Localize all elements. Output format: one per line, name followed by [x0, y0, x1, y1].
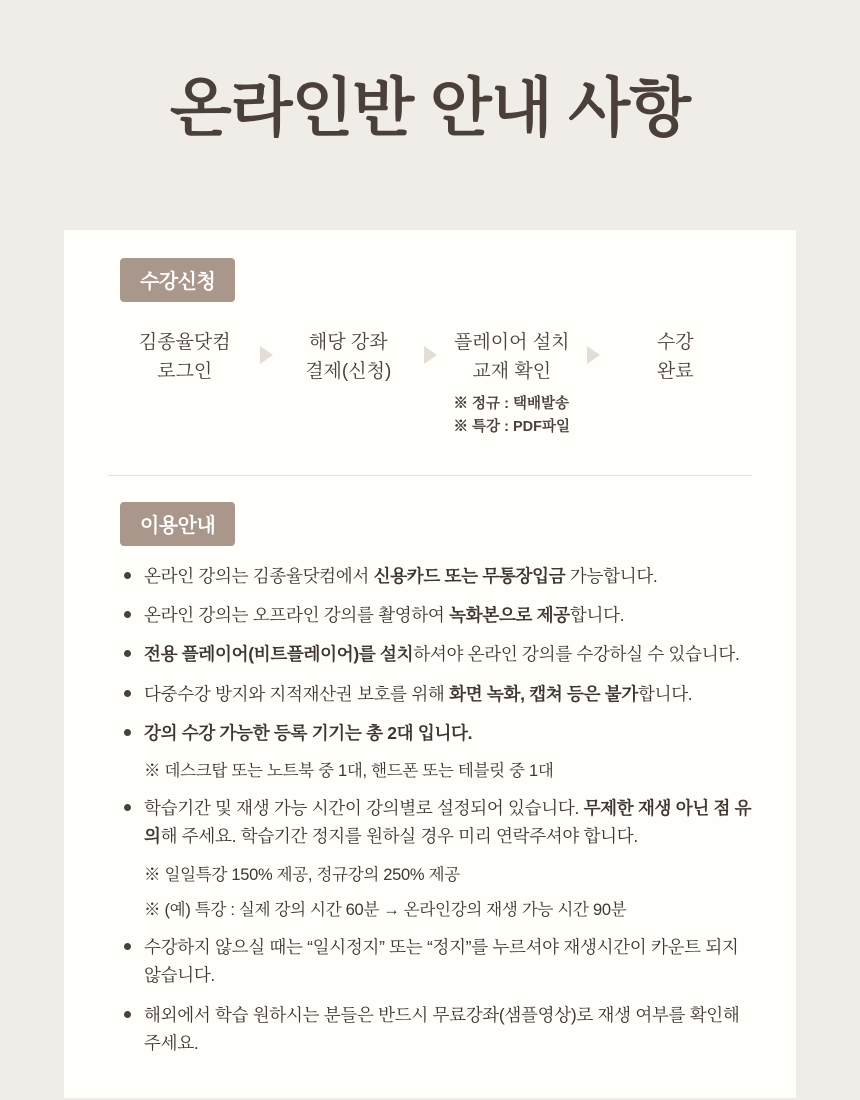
- flow-step-note: ※ 정규 : 택배발송: [453, 395, 569, 412]
- flow-step: [280, 328, 418, 387]
- guide-section-header: [120, 502, 762, 546]
- plain-text: 온라인 강의는 오프라인 강의를 촬영하여: [144, 604, 450, 625]
- enrollment-flow: [116, 328, 744, 441]
- enroll-section-header: [120, 258, 762, 302]
- flow-step-line1: 플레이어 설치: [454, 332, 570, 353]
- emphasis-text: 신용카드 또는 무통장입금: [373, 565, 566, 586]
- plain-text: 수강하지 않으실 때는 “일시정지” 또는 “정지”를 누르셔야 재생시간이 카운트 되지 않습니다.: [144, 937, 739, 986]
- guide-list-item: [124, 1001, 754, 1058]
- emphasis-text: 강의 수강 가능한 등록 기기는 총 2대 입니다.: [144, 722, 473, 743]
- emphasis-text: 무제한 재생 아닌 점 유의: [144, 797, 752, 847]
- plain-text: 온라인 강의는 김종율닷컴에서: [144, 565, 374, 586]
- flow-step: [607, 328, 745, 387]
- emphasis-text: 녹화본으로 제공: [449, 604, 570, 625]
- plain-text: ※ (예) 특강 : 실제 강의 시간 60분 → 온라인강의 재생 가능 시간 90분: [144, 901, 627, 920]
- triangle-right-icon: [581, 346, 607, 364]
- flow-step-notes: [454, 393, 570, 439]
- guide-sub-note: [124, 758, 754, 785]
- plain-text: 합니다.: [637, 683, 693, 704]
- triangle-right-icon: [417, 346, 443, 364]
- guide-list-item: [124, 794, 754, 851]
- guide-list-item: [124, 562, 754, 590]
- flow-step-line1: 김종율닷컴: [138, 332, 231, 353]
- emphasis-text: 전용 플레이어(비트플레이어)를 설치: [144, 644, 414, 665]
- plain-text: 하셔야 온라인 강의를 수강하실 수 있습니다.: [413, 644, 740, 665]
- guide-sub-note: [124, 862, 754, 889]
- flow-step-line2: 로그인: [157, 361, 213, 383]
- guide-list-item: [124, 680, 754, 708]
- flow-step-note: ※ 특강 : PDF파일: [453, 419, 570, 436]
- triangle-right-icon: [254, 346, 280, 364]
- flow-step: [443, 328, 581, 441]
- plain-text: 가능합니다.: [565, 565, 658, 586]
- flow-step-line2: 교재 확인: [472, 361, 552, 383]
- enroll-section-tag: 수강신청: [120, 258, 235, 302]
- page-title: 온라인반 안내 사항: [169, 72, 691, 144]
- plain-text: 합니다.: [569, 604, 625, 625]
- guide-section-tag: 이용안내: [120, 502, 235, 546]
- plain-text: ※ 일일특강 150% 제공, 정규강의 250% 제공: [144, 865, 460, 884]
- flow-step-line2: 결제(신청): [305, 361, 392, 383]
- plain-text: ※ 데스크탑 또는 노트북 중 1대, 핸드폰 또는 테블릿 중 1대: [144, 762, 554, 781]
- guide-list-item: [124, 719, 754, 747]
- guide-sub-note: [124, 897, 754, 924]
- plain-text: 해 주세요. 학습기간 정지를 원하실 경우 미리 연락주셔야 합니다.: [160, 826, 638, 847]
- guide-list-item: [124, 601, 754, 629]
- plain-text: 학습기간 및 재생 가능 시간이 강의별로 설정되어 있습니다.: [144, 797, 584, 818]
- flow-step-line1: 해당 강좌: [308, 332, 388, 353]
- guide-list-item: [124, 933, 754, 990]
- emphasis-text: 화면 녹화, 캡쳐 등은 불가: [449, 683, 638, 704]
- flow-step-line1: 수강: [656, 332, 694, 353]
- notice-card: [64, 230, 796, 1098]
- plain-text: 다중수강 방지와 지적재산권 보호를 위해: [144, 683, 450, 704]
- section-divider: [108, 475, 752, 476]
- guide-list: [98, 562, 762, 1058]
- flow-step: [116, 328, 254, 387]
- flow-step-line2: 완료: [656, 361, 694, 383]
- guide-list-item: [124, 640, 754, 668]
- plain-text: 해외에서 학습 원하시는 분들은 반드시 무료강좌(샘플영상)로 재생 여부를 확인해 주세요.: [144, 1004, 740, 1054]
